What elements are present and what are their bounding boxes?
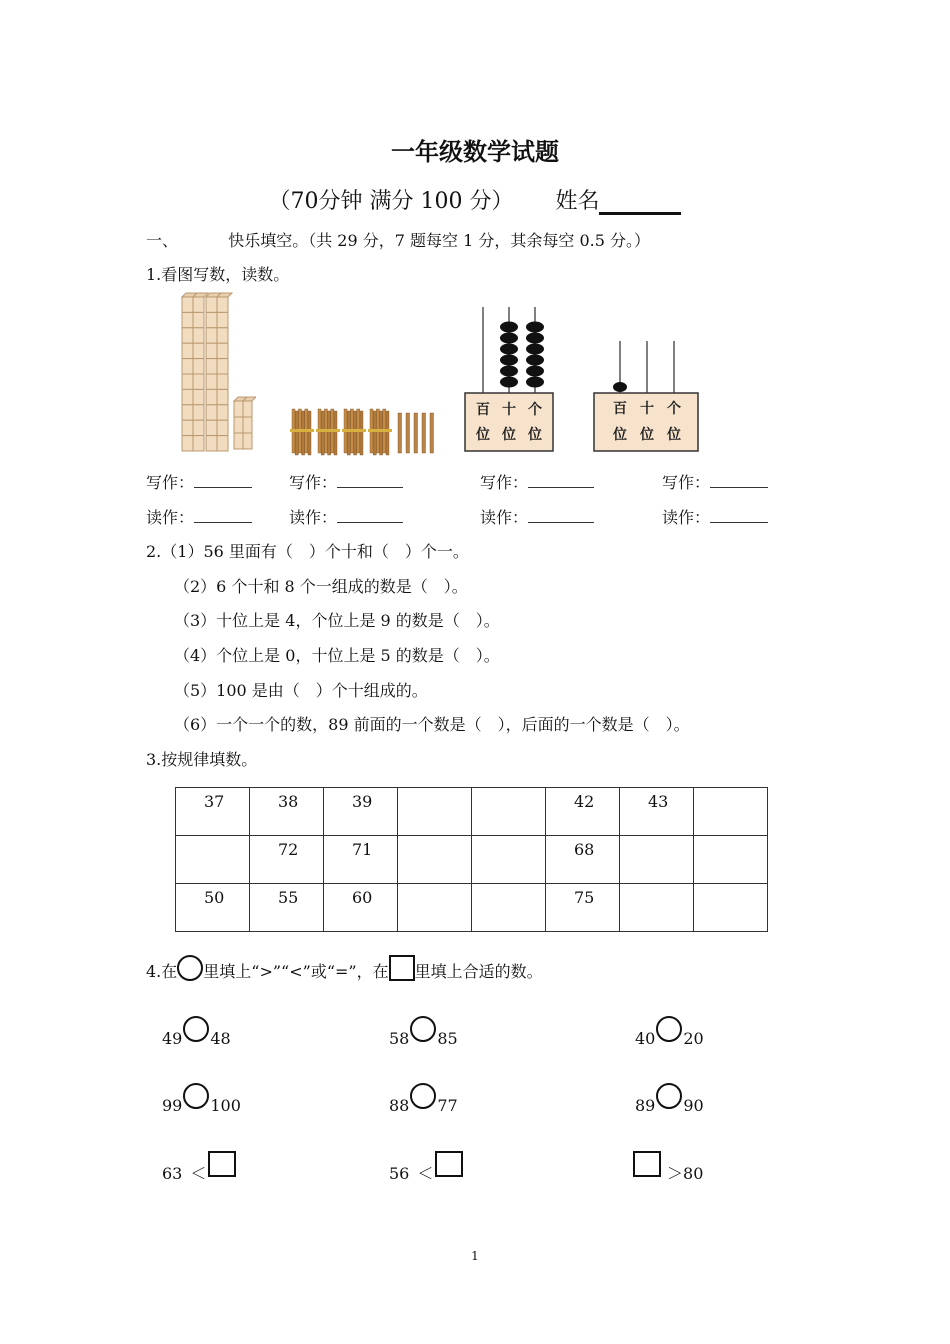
cube-block [206,420,217,435]
box-item [631,1151,703,1184]
abacus-bead [500,366,518,377]
q4-suffix: 里填上合适的数。 [414,962,543,981]
cube-block [234,417,243,433]
cube-block [182,389,193,404]
compare-left: 89 [635,1096,656,1115]
table-cell-blank[interactable] [620,836,694,884]
table-cell: 42 [546,788,620,836]
read-label-2: 读作： [289,508,338,527]
table-cell-blank[interactable] [694,788,768,836]
compare-item [635,1083,704,1115]
read-row-3 [480,505,594,528]
cube-block [193,297,204,312]
cube-block [206,343,217,358]
cube-block [217,389,228,404]
bundle-tie [342,429,366,432]
cube-block [217,374,228,389]
box-item [162,1151,238,1184]
abacus-label: 十 [502,402,516,418]
table-cell-blank[interactable] [398,836,472,884]
cube-block [182,312,193,327]
q4-instruction [146,955,543,982]
section1-number: 一、 [146,231,179,250]
square-icon [389,955,415,981]
compare-left: 49 [162,1029,183,1048]
compare-item [389,1083,458,1115]
cube-block [193,420,204,435]
bundle-stick [354,411,357,455]
page-subtitle [0,184,950,215]
table-cell-blank[interactable] [694,884,768,932]
read-row-4 [662,505,768,528]
cube-block [182,374,193,389]
table-cell: 50 [176,884,250,932]
compare-right: 48 [210,1029,231,1048]
cube-block [182,436,193,451]
abacus-bead [500,333,518,344]
circle-icon [177,955,203,981]
compare-circle[interactable] [656,1016,682,1042]
abacus-label: 位 [476,427,490,443]
cube-block [217,420,228,435]
subtitle-text: （70分钟 满分 100 分） [268,189,514,214]
hundred-cubes-picture [180,291,256,453]
table-cell: 39 [324,788,398,836]
read-label-3: 读作： [480,508,529,527]
bundle-stick [302,411,305,455]
stick-bundles-picture [286,405,446,457]
write-row [146,470,252,493]
bundle-stick [321,411,324,455]
box-operator: ＜ [190,1164,207,1183]
cube-block [193,436,204,451]
compare-right: 85 [437,1029,458,1048]
abacus-picture-2 [592,339,700,453]
q2-item-5: （5）100 是由（ ）个十组成的。 [174,681,428,700]
read-blank-2[interactable] [337,508,403,523]
write-label-1: 写作： [146,473,195,492]
table-cell: 37 [176,788,250,836]
cube-block [206,359,217,374]
compare-circle[interactable] [183,1016,209,1042]
cube-block [206,374,217,389]
abacus-label: 个 [528,402,542,418]
cube-block [217,328,228,343]
section1-text: 快乐填空。（共 29 分，7 题每空 1 分，其余每空 0.5 分。） [228,231,650,250]
bundle-stick [360,411,363,455]
read-row-2 [289,505,403,528]
read-blank-1[interactable] [194,508,252,523]
abacus-bead [500,377,518,388]
bundle-tie [368,429,392,432]
compare-left: 40 [635,1029,656,1048]
box-right-number: 80 [683,1164,704,1183]
abacus-bead [526,355,544,366]
cube-block [217,312,228,327]
read-blank-4[interactable] [710,508,768,523]
bundle-tie [316,429,340,432]
table-cell-blank[interactable] [472,884,546,932]
table-row [176,884,768,932]
abacus-bead [500,322,518,333]
bundle-stick [295,411,298,455]
q4-prefix: 4.在 [146,962,178,981]
cube-block [193,359,204,374]
bundle-stick [308,411,311,455]
compare-item [162,1016,231,1048]
q2-item-2: （2）6 个十和 8 个一组成的数是（ ）。 [174,577,468,596]
table-cell: 60 [324,884,398,932]
table-cell: 55 [250,884,324,932]
abacus-bead [526,377,544,388]
abacus-bead [500,355,518,366]
cube-block [243,417,252,433]
bundle-tie [290,429,314,432]
q1-label: 1.看图写数，读数。 [146,265,290,284]
bundle-stick [373,411,376,455]
abacus-picture-1 [463,305,555,453]
abacus-label: 百 [613,401,627,417]
abacus-label: 个 [667,401,681,417]
write-row-3 [480,470,594,493]
write-label-2: 写作： [289,473,338,492]
compare-left: 99 [162,1096,183,1115]
cube-block [217,405,228,420]
abacus-label: 位 [528,427,542,443]
page-number: 1 [471,1249,479,1263]
write-label-3: 写作： [480,473,529,492]
cube-block [193,328,204,343]
table-cell: 43 [620,788,694,836]
write-row-2 [289,470,403,493]
compare-item [389,1016,458,1048]
single-stick [430,413,434,453]
abacus-bead [526,333,544,344]
table-cell-blank[interactable] [694,836,768,884]
cube-block [182,359,193,374]
table-cell-blank[interactable] [398,788,472,836]
compare-right: 20 [683,1029,704,1048]
box-item [389,1151,465,1184]
cube-block [206,436,217,451]
write-row-4 [662,470,768,493]
answer-box[interactable] [208,1151,236,1177]
table-cell: 75 [546,884,620,932]
compare-left: 88 [389,1096,410,1115]
abacus-label: 位 [667,427,681,443]
bundle-stick [334,411,337,455]
read-label-4: 读作： [662,508,711,527]
sequence-table [175,787,768,932]
compare-right: 90 [683,1096,704,1115]
table-cell-blank[interactable] [472,836,546,884]
q2-item-1: 2.（1）56 里面有（ ）个十和（ ）个一。 [146,542,469,561]
compare-circle[interactable] [183,1083,209,1109]
section1-heading [146,228,650,251]
cube-block [206,389,217,404]
table-cell-blank[interactable] [620,884,694,932]
single-stick [406,413,410,453]
answer-box[interactable] [435,1151,463,1177]
box-left-number: 56 [389,1164,410,1183]
answer-box[interactable] [633,1151,661,1177]
abacus-bead [526,322,544,333]
abacus-bead [526,344,544,355]
name-blank[interactable] [599,192,681,215]
abacus-bead [526,366,544,377]
table-cell: 71 [324,836,398,884]
single-stick [398,413,402,453]
bundle-stick [347,411,350,455]
cube-block [217,297,228,312]
table-cell-blank[interactable] [176,836,250,884]
q2-item-4: （4）个位上是 0，十位上是 5 的数是（ ）。 [174,646,500,665]
table-cell: 72 [250,836,324,884]
write-blank-4[interactable] [710,473,768,488]
cube-block [193,389,204,404]
cube-block [182,328,193,343]
abacus-label: 百 [476,402,490,418]
cube-block [206,297,217,312]
cube-block [243,401,252,417]
cube-block [193,343,204,358]
cube-block [193,405,204,420]
q2-item-3: （3）十位上是 4，个位上是 9 的数是（ ）。 [174,611,500,630]
cube-block [193,374,204,389]
write-label-4: 写作： [662,473,711,492]
compare-right: 77 [437,1096,458,1115]
abacus-bead [613,382,627,392]
write-blank-1[interactable] [194,473,252,488]
box-operator: ＜ [417,1164,434,1183]
abacus-label: 位 [640,427,654,443]
abacus-label: 位 [613,427,627,443]
compare-item [635,1016,704,1048]
table-cell: 38 [250,788,324,836]
compare-circle[interactable] [410,1016,436,1042]
table-cell: 68 [546,836,620,884]
compare-right: 100 [210,1096,241,1115]
page-title: 一年级数学试题 [391,137,559,166]
read-label-1: 读作： [146,508,195,527]
q2-item-6: （6）一个一个的数，89 前面的一个数是（ ），后面的一个数是（ ）。 [174,715,690,734]
q4-mid: 里填上“>”“<”或“=”，在 [203,962,389,981]
compare-item [162,1083,241,1115]
name-label: 姓名 [555,189,600,214]
cube-block [217,436,228,451]
write-blank-2[interactable] [337,473,403,488]
abacus-label: 位 [502,427,516,443]
cube-block [217,359,228,374]
read-blank-3[interactable] [528,508,594,523]
compare-circle[interactable] [410,1083,436,1109]
cube-block [193,312,204,327]
table-cell-blank[interactable] [398,884,472,932]
cube-block [206,328,217,343]
bundle-stick [328,411,331,455]
cube-block [234,401,243,417]
compare-circle[interactable] [656,1083,682,1109]
single-stick [414,413,418,453]
cube-block [206,405,217,420]
box-operator: ＞ [667,1164,684,1183]
single-stick [422,413,426,453]
cube-block [217,343,228,358]
read-row [146,505,252,528]
table-row [176,788,768,836]
table-row [176,836,768,884]
write-blank-3[interactable] [528,473,594,488]
cube-block [243,433,252,449]
cube-block [182,405,193,420]
cube-block [206,312,217,327]
box-left-number: 63 [162,1164,183,1183]
compare-left: 58 [389,1029,410,1048]
abacus-bead [500,344,518,355]
cube-block [234,433,243,449]
cube-block [182,420,193,435]
table-cell-blank[interactable] [472,788,546,836]
bundle-stick [386,411,389,455]
bundle-stick [380,411,383,455]
q3-label: 3.按规律填数。 [146,750,258,769]
cube-block [182,297,193,312]
cube-block [182,343,193,358]
abacus-label: 十 [640,401,654,417]
